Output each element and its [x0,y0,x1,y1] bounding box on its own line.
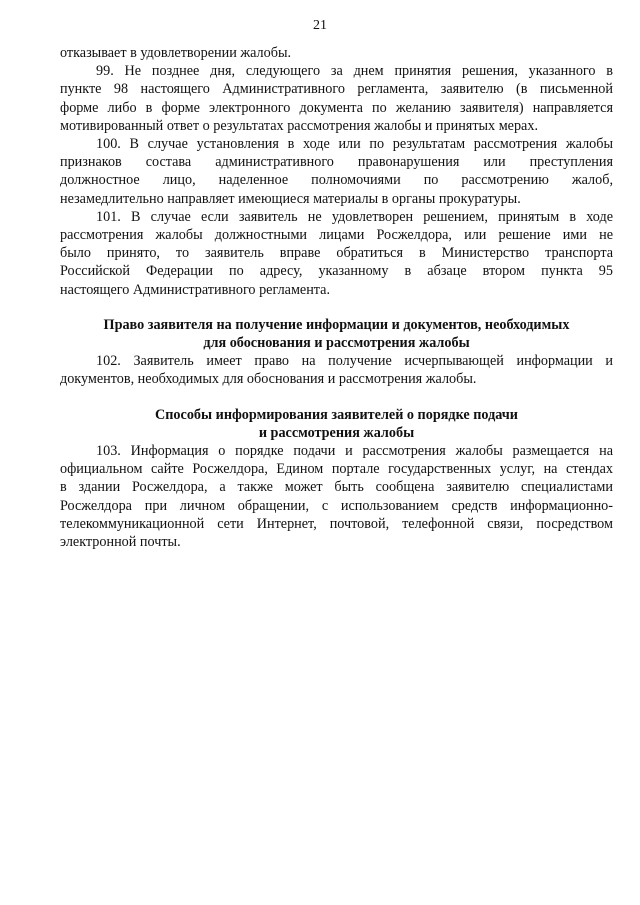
paragraph-line: телекоммуникационной сети Интернет, почтовой, телефонной связи, посредством [60,515,613,532]
paragraph-line: документов, необходимых для обоснования и рассмотрения жалобы. [60,371,477,388]
paragraph-line: Росжелдора при личном обращении, с использованием средств информационно- [60,497,613,514]
paragraph [60,44,613,62]
section-gap [60,299,613,316]
paragraph-line: должностное лицо, наделенное полномочиями по рассмотрению жалоб, [60,172,613,189]
section-heading [60,316,613,352]
section-gap [60,389,613,406]
paragraph-line: мотивированный ответ о результатах рассмотрения жалобы и принятых мерах. [60,117,538,134]
heading-line: Право заявителя на получение информации и документов, необходимых [103,316,570,333]
paragraph-line: 101. В случае если заявитель не удовлетворен решением, принятым в ходе [96,208,613,225]
paragraph [60,352,613,388]
paragraph-line: в здании Росжелдора, а также может быть сообщена заявителю специалистами [60,479,613,496]
paragraph [60,208,613,299]
paragraph-line: незамедлительно направляет имеющиеся материалы в органы прокуратуры. [60,190,521,207]
paragraph-line: настоящего Административного регламента. [60,281,331,298]
paragraph-line: признаков состава административного правонарушения или преступления [60,154,613,171]
heading-line: Способы информирования заявителей о порядке подачи [155,406,518,423]
heading-line: и рассмотрения жалобы [258,424,415,441]
paragraph-line: 100. В случае установления в ходе или по результатам рассмотрения жалобы [96,136,613,153]
paragraph [60,442,613,551]
paragraph-line: рассмотрения жалобы должностными лицами Росжелдора, или решение ими не [60,227,613,244]
section-heading [60,406,613,442]
paragraph-line: было принято, то заявитель вправе обратиться в Министерство транспорта [60,245,613,262]
paragraph-line: форме либо в форме электронного документа по желанию заявителя) направляется [60,99,613,116]
page-number: 21 [313,18,327,33]
paragraph-line: 103. Информация о порядке подачи и рассмотрения жалобы размещается на [96,443,613,460]
paragraph [60,135,613,208]
heading-line: для обоснования и рассмотрения жалобы [203,335,470,352]
paragraph [60,62,613,135]
document-body [60,44,613,551]
paragraph-line: 102. Заявитель имеет право на получение исчерпывающей информации и [96,353,613,370]
paragraph-line: электронной почты. [60,534,181,551]
paragraph-line: Российской Федерации по адресу, указанному в абзаце втором пункта 95 [60,263,613,280]
paragraph-line: официальном сайте Росжелдора, Едином портале государственных услуг, на стендах [60,461,613,478]
paragraph-line: 99. Не позднее дня, следующего за днем принятия решения, указанного в [96,63,613,80]
paragraph-line: отказывает в удовлетворении жалобы. [60,45,292,61]
paragraph-line: пункте 98 настоящего Административного регламента, заявителю (в письменной [60,81,613,98]
